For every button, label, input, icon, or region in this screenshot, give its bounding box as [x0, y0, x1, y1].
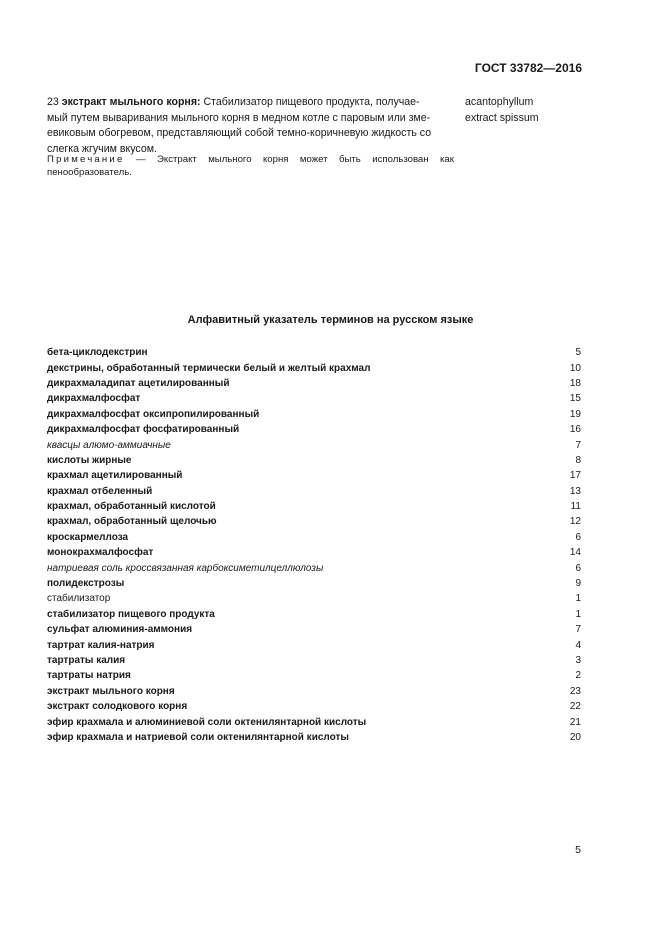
index-page: 23 — [569, 685, 581, 697]
index-entry — [47, 360, 581, 375]
index-entry — [47, 499, 581, 514]
index-entry — [47, 607, 581, 622]
index-entry — [47, 468, 581, 483]
index-entry — [47, 514, 581, 529]
index-page: 5 — [575, 347, 581, 359]
index-term: экстракт солодкового корня — [47, 701, 188, 713]
index-entry — [47, 653, 581, 668]
index-entry — [47, 730, 581, 745]
index-term: монокрахмалфосфат — [47, 547, 154, 559]
index-entry — [47, 560, 581, 575]
index-entry — [47, 637, 581, 652]
index-entry — [47, 422, 581, 437]
index-entry — [47, 453, 581, 468]
index-page: 17 — [569, 470, 581, 482]
note-word: быть — [339, 154, 361, 165]
index-term: натриевая соль кроссвязанная карбоксиметилцеллюлозы — [47, 562, 324, 574]
term-definition-line: слегка жгучим вкусом. — [47, 142, 157, 155]
index-page: 19 — [569, 408, 581, 420]
index-term: тартраты калия — [47, 655, 126, 666]
term-name: экстракт мыльного корня: — [61, 96, 201, 108]
index-page: 10 — [569, 362, 581, 374]
index-term: квасцы алюмо-аммиачные — [47, 439, 171, 451]
note-first-line — [47, 153, 454, 166]
index-entry — [47, 622, 581, 637]
index-term: стабилизатор — [47, 593, 111, 605]
index-page: 7 — [575, 439, 581, 451]
note-word: корня — [263, 154, 289, 165]
index-entry — [47, 391, 581, 406]
index-page: 11 — [570, 501, 581, 513]
index-page: 18 — [569, 377, 581, 389]
index-entry — [47, 437, 581, 452]
index-page: 1 — [575, 608, 581, 620]
index-term: дикрахмалфосфат фосфатированный — [47, 424, 240, 436]
index-term: крахмал ацетилированный — [47, 470, 183, 482]
index-entry — [47, 591, 581, 606]
note-word: как — [440, 154, 454, 165]
index-term: полидекстрозы — [47, 578, 125, 590]
index-entry — [47, 668, 581, 683]
index-term: бета-циклодекстрин — [47, 347, 148, 359]
index-term: стабилизатор пищевого продукта — [47, 608, 215, 620]
english-equivalent — [465, 95, 539, 126]
index-page: 6 — [575, 562, 581, 574]
index-entry — [47, 576, 581, 591]
index-entry — [47, 545, 581, 560]
index-page: 13 — [569, 485, 581, 497]
index-entry — [47, 699, 581, 714]
index-page: 9 — [575, 578, 581, 590]
index-term: эфир крахмала и алюминиевой соли октенилянтарной кислоты — [47, 716, 367, 728]
index-page: 8 — [575, 454, 581, 466]
index-term: крахмал отбеленный — [47, 485, 153, 497]
index-term: эфир крахмала и натриевой соли октенилянтарной кислоты — [47, 731, 349, 743]
term-definition-line: мый путем вываривания мыльного корня в медном котле с паровым или зме- — [47, 111, 431, 124]
index-term: тартрат калия-натрия — [47, 639, 155, 651]
index-term: дикрахмаладипат ацетилированный — [47, 377, 230, 389]
index-term: декстрины, обработанный термически белый и желтый крахмал — [47, 362, 371, 374]
index-term: кроскармеллоза — [47, 531, 129, 543]
page-number: 5 — [575, 844, 581, 856]
index-list — [47, 345, 581, 745]
index-page: 4 — [575, 639, 581, 651]
index-page: 20 — [569, 731, 581, 743]
note-block — [47, 153, 454, 179]
term-entry — [47, 95, 454, 157]
index-page: 6 — [575, 531, 581, 543]
index-term: крахмал, обработанный кислотой — [47, 501, 216, 513]
index-page: 3 — [575, 655, 581, 666]
index-entry — [47, 376, 581, 391]
term-number: 23 — [47, 96, 59, 108]
index-entry — [47, 530, 581, 545]
index-page: 12 — [569, 516, 581, 528]
note-word: может — [299, 154, 328, 165]
note-label: Примечание — [47, 154, 125, 165]
note-word: использован — [372, 154, 429, 165]
index-entry — [47, 714, 581, 729]
term-definition-line: евиковым обогревом, представляющий собой темно-коричневую жидкость со — [47, 127, 432, 139]
note-dash: — — [135, 154, 146, 165]
note-continuation: пенообразователь. — [47, 167, 132, 178]
index-term: дикрахмалфосфат — [47, 393, 141, 405]
index-page: 1 — [575, 593, 581, 605]
index-term: крахмал, обработанный щелочью — [47, 516, 217, 528]
index-entry — [47, 345, 581, 360]
index-page: 16 — [569, 424, 581, 436]
english-term-line: acantophyllum — [465, 96, 534, 108]
index-term: тартраты натрия — [47, 670, 131, 682]
index-term: сульфат алюминия-аммония — [47, 624, 193, 636]
index-entry — [47, 684, 581, 699]
index-page: 21 — [569, 716, 581, 728]
document-header: ГОСТ 33782—2016 — [474, 61, 582, 75]
index-term: экстракт мыльного корня — [47, 685, 175, 697]
index-page: 14 — [569, 547, 581, 559]
index-page: 2 — [575, 670, 581, 682]
english-term-line: extract spissum — [465, 111, 539, 124]
index-entry — [47, 407, 581, 422]
index-entry — [47, 484, 581, 499]
note-word: Экстракт — [157, 154, 197, 165]
index-term: дикрахмалфосфат оксипропилированный — [47, 408, 260, 420]
note-word: мыльного — [208, 154, 252, 165]
index-title: Алфавитный указатель терминов на русском языке — [187, 314, 474, 326]
term-definition-line: Стабилизатор пищевого продукта, получае- — [203, 96, 420, 108]
index-page: 22 — [569, 701, 581, 713]
index-term: кислоты жирные — [47, 454, 132, 466]
index-page: 7 — [575, 624, 581, 636]
index-page: 15 — [569, 393, 581, 405]
